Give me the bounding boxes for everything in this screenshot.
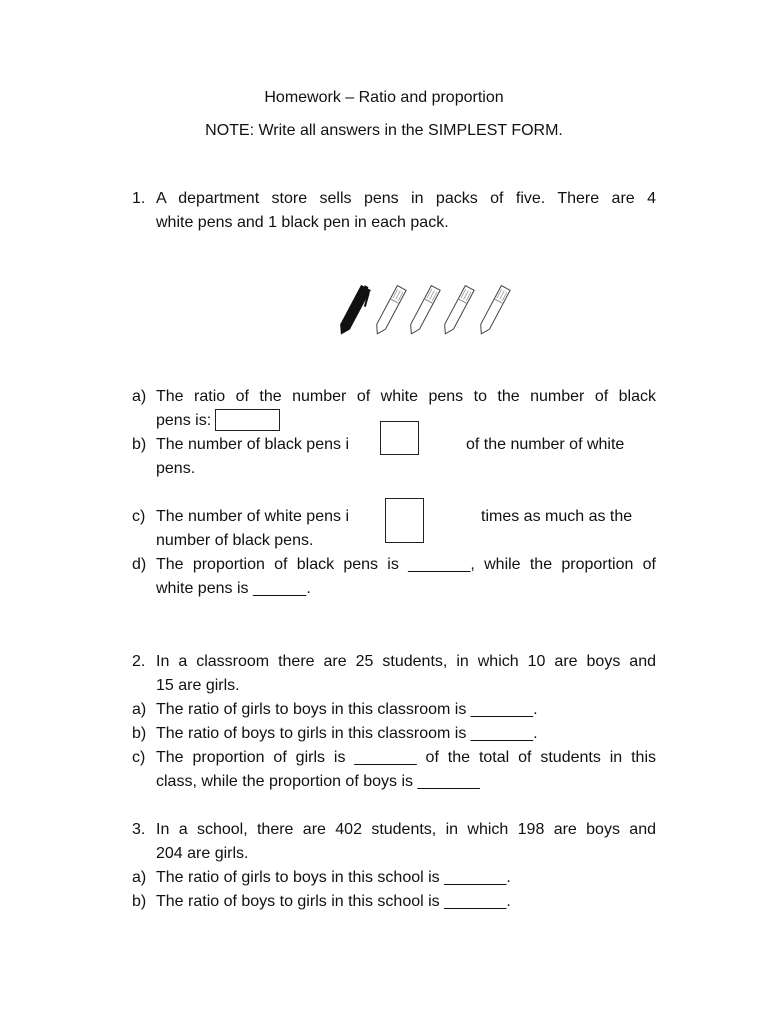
q2-text-line1: In a classroom there are 25 students, in which 10 are boys and [156, 653, 656, 670]
q3-text-line1: In a school, there are 402 students, in which 198 are boys and [156, 821, 656, 838]
q1b-label: b) [132, 436, 147, 453]
q1-text-line2: white pens and 1 black pen in each pack. [156, 214, 449, 231]
q3b-label: b) [132, 893, 147, 910]
q1c-answer-box[interactable] [385, 498, 424, 543]
white-pen-icon [373, 286, 406, 337]
q1c-text-pre: The number of white pens i [156, 508, 349, 525]
q1d-text-line1: The proportion of black pens is _______, while the proportion of [156, 556, 656, 573]
q2a-label: a) [132, 701, 147, 718]
q1a-answer-box[interactable] [215, 409, 280, 431]
q3b-text: The ratio of boys to girls in this school is _______. [156, 893, 511, 910]
q1c-text-post: times as much as the [481, 508, 633, 525]
white-pen-icon [477, 286, 510, 337]
page-note: NOTE: Write all answers in the SIMPLEST FORM. [205, 122, 563, 139]
q3a-label: a) [132, 869, 147, 886]
q1-text-line1: A department store sells pens in packs of five. There are 4 [156, 190, 656, 207]
q1d-text-line2: white pens is ______. [156, 580, 311, 597]
q1c-text-line2: number of black pens. [156, 532, 314, 549]
black-pen-icon [337, 284, 374, 338]
q1a-label: a) [132, 388, 147, 405]
q1b-text-line2: pens. [156, 460, 196, 477]
q2b-text: The ratio of boys to girls in this classroom is _______. [156, 725, 538, 742]
q1c-label: c) [132, 508, 146, 525]
page-title: Homework – Ratio and proportion [264, 89, 504, 106]
q3-text-line2: 204 are girls. [156, 845, 249, 862]
q1b-answer-box[interactable] [380, 421, 419, 455]
white-pen-icon [407, 286, 440, 337]
q1d-label: d) [132, 556, 147, 573]
pens-illustration [336, 282, 524, 338]
q1-number: 1. [132, 190, 146, 207]
q2c-label: c) [132, 749, 146, 766]
q1a-text-line2: pens is: [156, 412, 212, 429]
q2a-text: The ratio of girls to boys in this classroom is _______. [156, 701, 538, 718]
q3-number: 3. [132, 821, 146, 838]
q2c-text-line2: class, while the proportion of boys is _______ [156, 773, 480, 790]
q1b-text-post: of the number of white [466, 436, 625, 453]
q3a-text: The ratio of girls to boys in this school is _______. [156, 869, 511, 886]
q2b-label: b) [132, 725, 147, 742]
white-pen-icon [441, 286, 474, 337]
q1a-text-line1: The ratio of the number of white pens to the number of black [156, 388, 656, 405]
q2c-text-line1: The proportion of girls is _______ of the total of students in this [156, 749, 656, 766]
q1b-text-pre: The number of black pens i [156, 436, 349, 453]
q2-text-line2: 15 are girls. [156, 677, 240, 694]
q2-number: 2. [132, 653, 146, 670]
